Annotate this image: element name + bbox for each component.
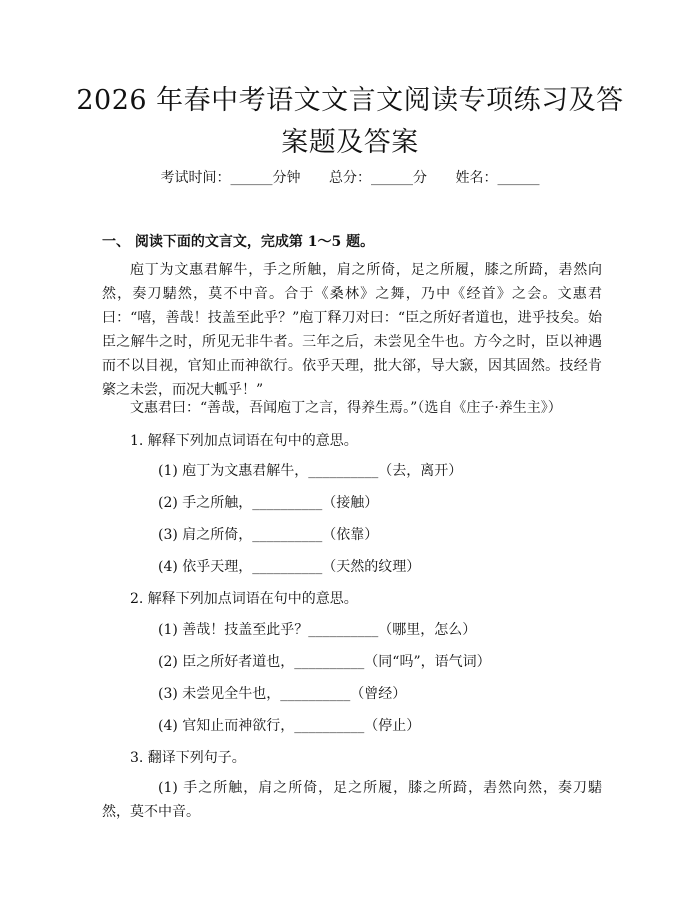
- passage-text: 庖丁为文惠君解牛，手之所触，肩之所倚，足之所履，膝之所踦，砉然向然，奏刀騞然，莫不中音。合于《桑林》之舞，乃中《经首》之会。文惠君曰：“嘻，善哉！技盖至此乎？”庖丁释刀对曰：“臣之所好者道也，进乎技矣。始臣之解牛之时，所见无非牛者。三年之后，未尝见全牛也。方今之时，臣以神遇而不以目视，官知止而神欲行。依乎天理，批大郤，导大窾，因其固然。技经肯綮之未尝，而况大軱乎！”: [102, 262, 602, 398]
- question-1-item-3: (3) 肩之所倚，__________（依靠）: [158, 527, 379, 543]
- question-1: 1. 解释下列加点词语在句中的意思。: [130, 433, 358, 449]
- question-1-item-1: (1) 庖丁为文惠君解牛，__________（去，离开）: [158, 463, 463, 479]
- passage-conclusion: 文惠君曰：“善哉，吾闻庖丁之言，得养生焉。”（选自《庄子·养生主》）: [130, 400, 562, 416]
- document-title: [60, 80, 640, 164]
- section-heading: 一、 阅读下面的文言文，完成第 1～5 题。: [102, 234, 375, 250]
- exam-info: [0, 167, 700, 187]
- question-3: 3. 翻译下列句子。: [130, 750, 246, 766]
- exam-score: 总分：______分: [329, 170, 427, 186]
- question-1-item-2: (2) 手之所触，__________（接触）: [158, 495, 379, 511]
- exam-time: 考试时间：______分钟: [160, 170, 301, 186]
- exam-name: 姓名：______: [455, 170, 540, 186]
- question-2-item-2: (2) 臣之所好者道也，__________（同“吗”，语气词）: [158, 654, 491, 670]
- question-2-item-1: (1) 善哉！技盖至此乎？__________（哪里，怎么）: [158, 622, 477, 638]
- title-line-1: 2026 年春中考语文文言文阅读专项练习及答: [76, 85, 624, 116]
- question-2-item-4: (4) 官知止而神欲行，__________（停止）: [158, 718, 421, 734]
- question-3-item-1: (1) 手之所触，肩之所倚，足之所履，膝之所踦，砉然向然，奏刀騞然，莫不中音。: [102, 780, 602, 820]
- question-2: 2. 解释下列加点词语在句中的意思。: [130, 591, 358, 607]
- title-line-2: 案题及答案: [281, 127, 419, 158]
- question-2-item-3: (3) 未尝见全牛也，__________（曾经）: [158, 686, 407, 702]
- question-1-item-4: (4) 依乎天理，__________（天然的纹理）: [158, 559, 421, 575]
